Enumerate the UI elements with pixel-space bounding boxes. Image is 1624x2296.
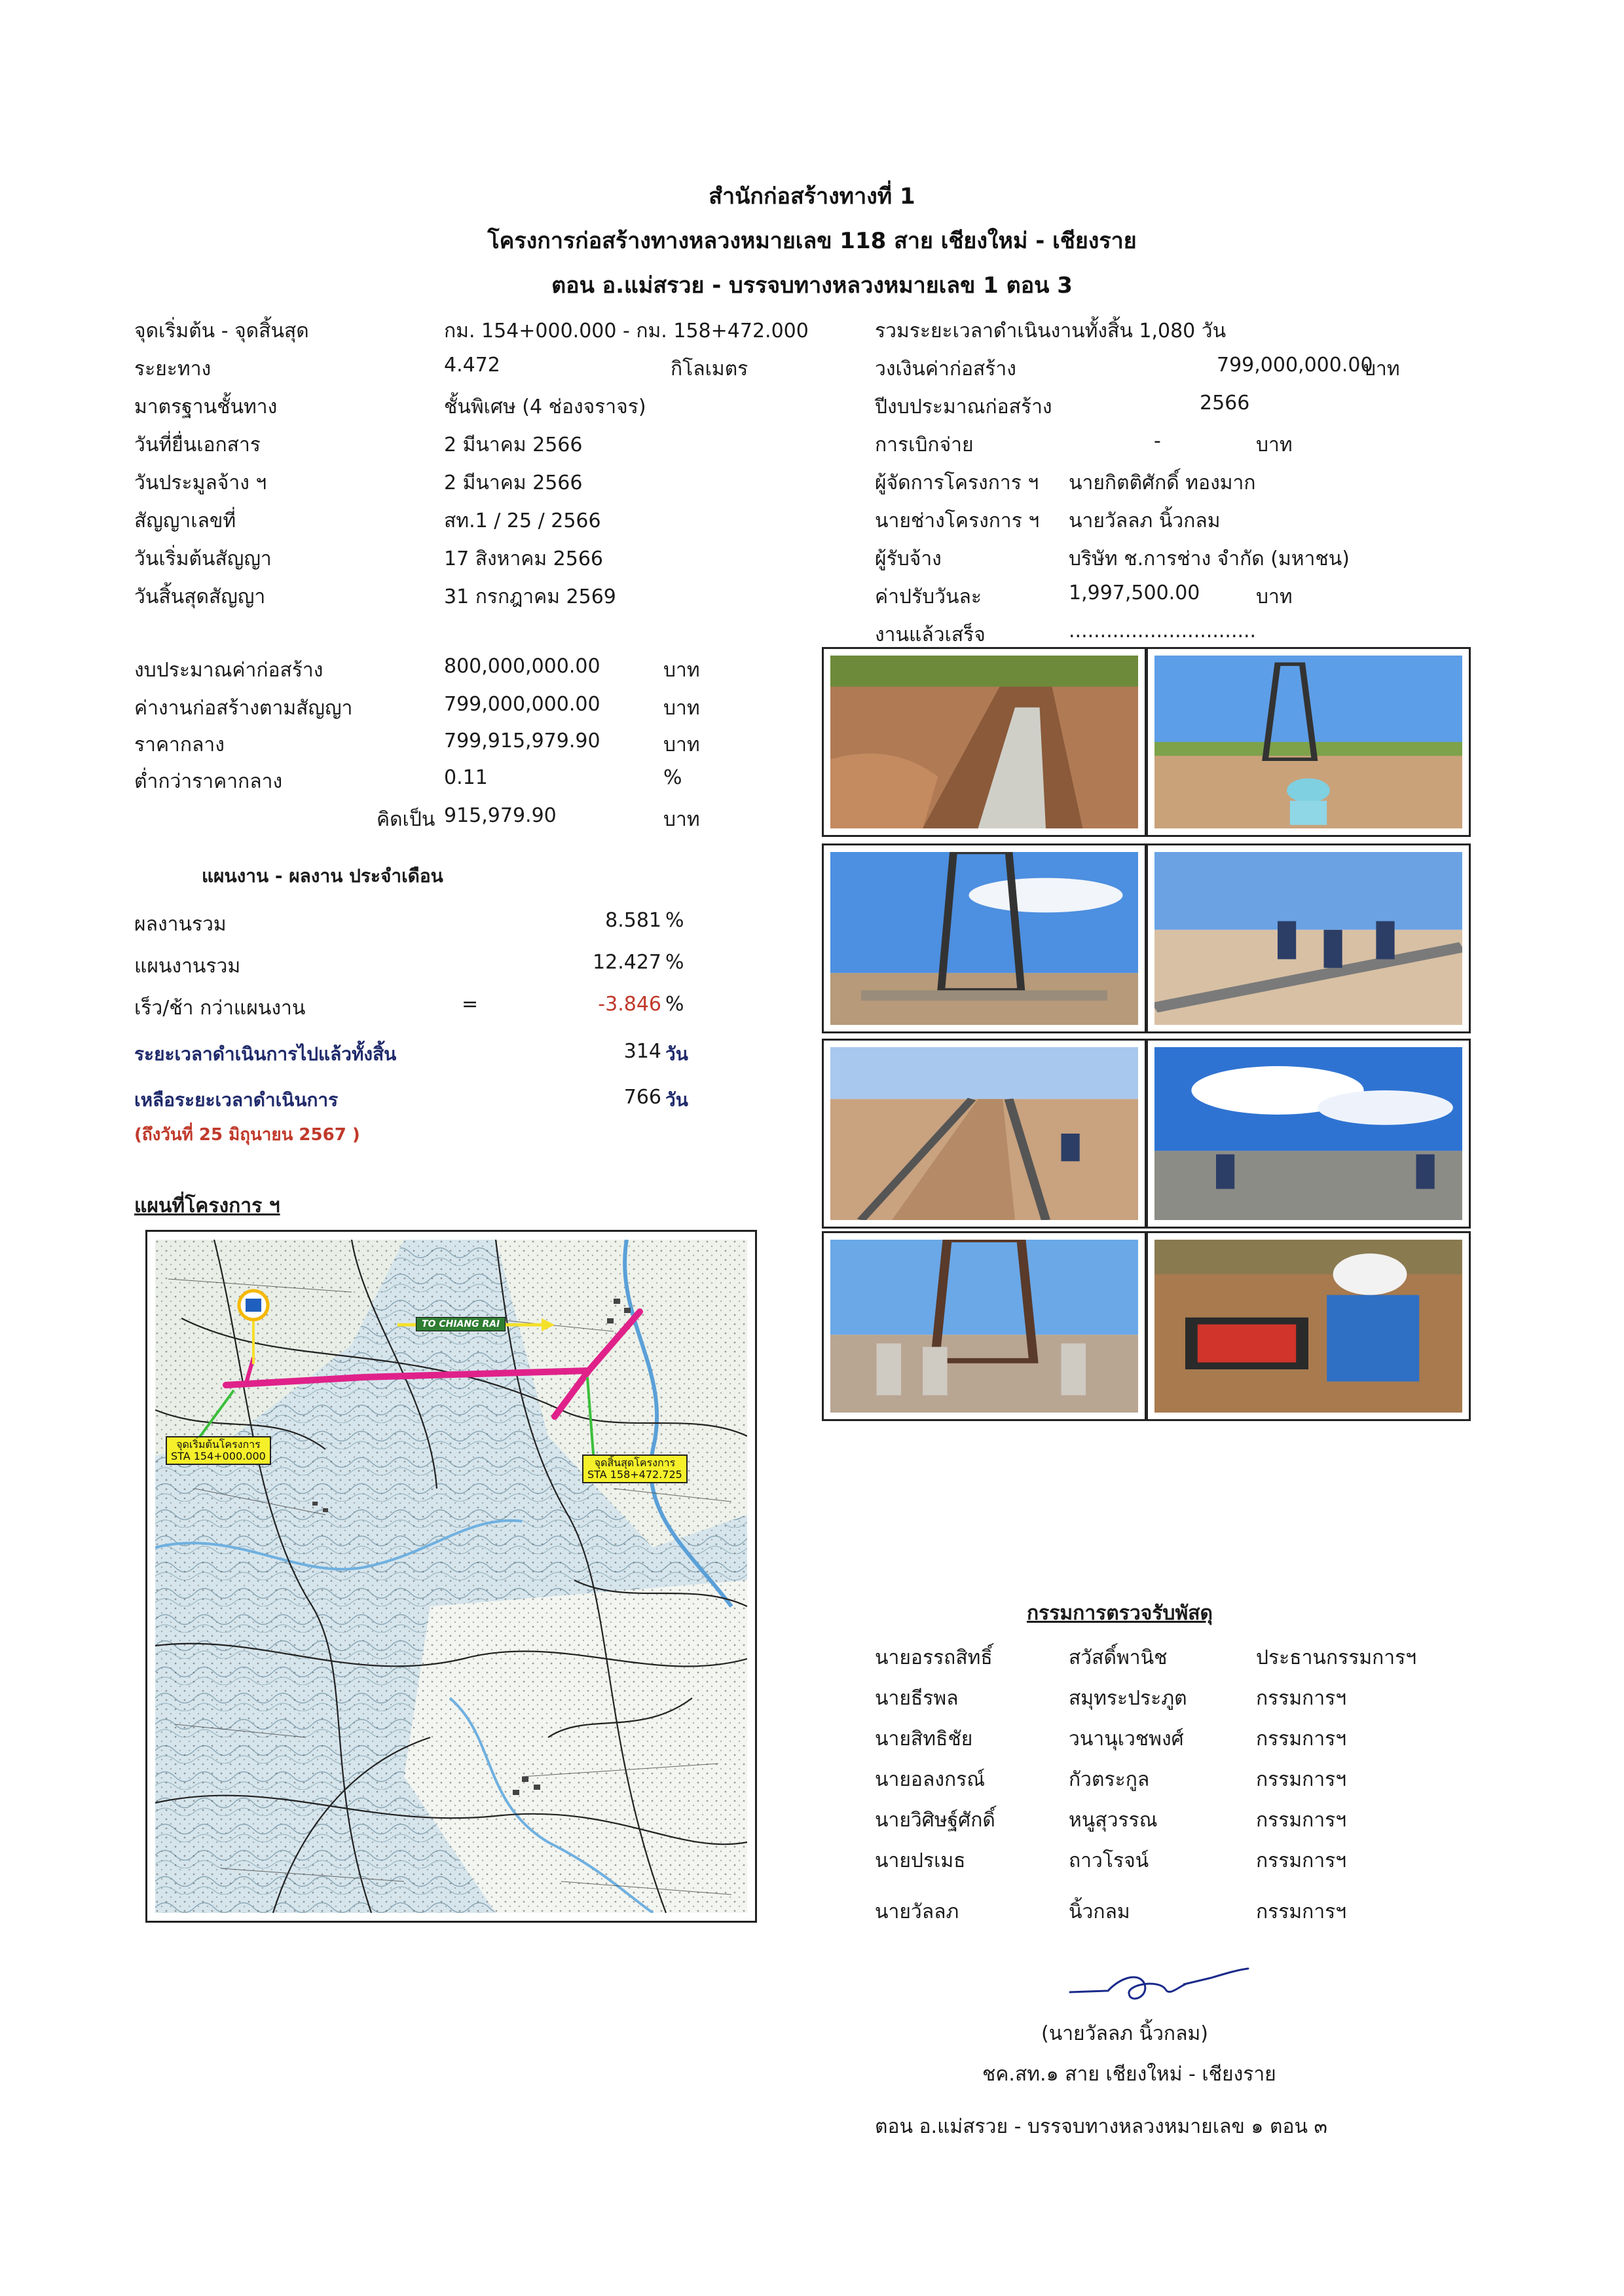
info-value: 2 มีนาคม 2566 [444, 434, 583, 456]
info-right-label: ค่าปรับวันละ [875, 585, 982, 608]
info-label: วันเริ่มต้นสัญญา [134, 547, 272, 570]
member-firstname: นายวัลลภ [875, 1900, 959, 1923]
member-lastname: หนูสุวรรณ [1069, 1809, 1158, 1832]
info-value: สท.1 / 25 / 2566 [444, 509, 601, 532]
budget-calc-value: 915,979.90 [444, 804, 557, 827]
site-photo [822, 843, 1147, 1033]
info-right-value: นายกิตติศักดิ์ ทองมาก [1069, 472, 1256, 494]
worker-instrument-photo [1154, 1240, 1462, 1413]
actual-unit: % [665, 909, 684, 932]
sky-worker-photo [1154, 1047, 1462, 1220]
info-right-value: นายวัลลภ นิ้วกลม [1069, 509, 1221, 532]
budget-label: ราคากลาง [134, 733, 225, 756]
member-role: กรรมการฯ [1256, 1768, 1347, 1791]
member-role: กรรมการฯ [1256, 1728, 1347, 1750]
site-photo [1146, 647, 1471, 837]
member-firstname: นายสิทธิชัย [875, 1728, 973, 1750]
info-value: กม. 154+000.000 - กม. 158+472.000 [444, 320, 809, 343]
budget-calc-unit: บาท [663, 808, 700, 831]
member-lastname: สวัสดิ์พานิช [1069, 1646, 1168, 1669]
budget-value: 799,915,979.90 [444, 730, 600, 752]
info-right-unit: บาท [1256, 434, 1293, 456]
end-point-label-2: STA 158+472.725 [587, 1468, 682, 1481]
info-value: 31 กรกฎาคม 2569 [444, 585, 616, 608]
info-right-label: วงเงินค่าก่อสร้าง [875, 358, 1016, 380]
site-photo [1146, 1039, 1471, 1229]
remain-unit: วัน [665, 1089, 688, 1111]
plan-value: 12.427 [593, 951, 661, 974]
remain-label: เหลือระยะเวลาดำเนินการ [134, 1089, 339, 1111]
project-title: โครงการก่อสร้างทางหลวงหมายเลข 118 สาย เชียงใหม่ - เชียงราย [487, 228, 1137, 254]
road-bed-workers-photo [830, 1047, 1138, 1220]
actual-label: ผลงานรวม [134, 913, 227, 936]
info-right-label: ผู้จัดการโครงการ ฯ [875, 472, 1039, 494]
info-label: วันสิ้นสุดสัญญา [134, 585, 266, 608]
member-role: กรรมการฯ [1256, 1687, 1347, 1710]
budget-calc-label: คิดเป็น [377, 808, 435, 831]
drill-rig-tower-photo [830, 852, 1138, 1025]
member-firstname: นายอลงกรณ์ [875, 1768, 986, 1791]
office-title: สำนักก่อสร้างทางที่ 1 [709, 183, 915, 210]
signer-name: (นายวัลลภ นิ้วกลม) [1041, 2022, 1208, 2045]
trench-pipe-photo [830, 656, 1138, 828]
info-label: ระยะทาง [134, 358, 212, 380]
member-firstname: นายปรเมธ [875, 1849, 966, 1872]
member-role: กรรมการฯ [1256, 1809, 1347, 1832]
site-photo [1146, 1231, 1471, 1421]
progress-heading: แผนงาน - ผลงาน ประจำเดือน [202, 865, 443, 887]
rig-pillars-photo [830, 1240, 1138, 1413]
signer-section: ตอน อ.แม่สรวย - บรรจบทางหลวงหมายเลข ๑ ตอน ๓ [875, 2115, 1328, 2138]
budget-unit: บาท [663, 659, 700, 682]
start-point-label-1: จุดเริ่มต้นโครงการ [176, 1438, 261, 1451]
budget-unit: % [663, 766, 682, 789]
info-unit: กิโลเมตร [671, 358, 748, 380]
end-point-label [582, 1454, 688, 1483]
start-point-label-2: STA 154+000.000 [171, 1450, 266, 1462]
member-role: กรรมการฯ [1256, 1849, 1347, 1872]
info-right-value: 2566 [1200, 392, 1250, 415]
info-right-unit: บาท [1363, 358, 1400, 380]
asof-date: (ถึงวันที่ 25 มิถุนายน 2567 ) [134, 1125, 360, 1145]
plan-label: แผนงานรวม [134, 955, 241, 978]
info-right-value: .............................. [1069, 620, 1257, 642]
site-photo [1146, 843, 1471, 1033]
diff-label: เร็ว/ช้า กว่าแผนงาน [134, 997, 306, 1020]
section-title: ตอน อ.แม่สรวย - บรรจบทางหลวงหมายเลข 1 ตอน 3 [551, 272, 1073, 299]
info-label: สัญญาเลขที่ [134, 509, 236, 532]
site-photo [822, 647, 1147, 837]
info-label: มาตรฐานชั้นทาง [134, 396, 278, 418]
elapsed-value: 314 [623, 1040, 661, 1063]
info-right-unit: บาท [1256, 585, 1293, 608]
direction-label: TO CHIANG RAI [416, 1317, 506, 1331]
info-label: วันที่ยื่นเอกสาร [134, 434, 261, 456]
site-photo [822, 1039, 1147, 1229]
actual-value: 8.581 [605, 909, 661, 932]
budget-value: 799,000,000.00 [444, 693, 600, 716]
map-graphic [155, 1240, 747, 1913]
drill-rig-worker-photo [1154, 656, 1462, 828]
committee-heading: กรรมการตรวจรับพัสดุ [1027, 1602, 1213, 1625]
budget-label: ค่างานก่อสร้างตามสัญญา [134, 697, 353, 720]
member-firstname: นายธีรพล [875, 1687, 959, 1710]
info-right-value: บริษัท ช.การช่าง จำกัด (มหาชน) [1069, 547, 1350, 570]
plan-unit: % [665, 951, 684, 974]
map-heading: แผนที่โครงการ ฯ [134, 1194, 280, 1217]
info-right-label: ปีงบประมาณก่อสร้าง [875, 396, 1052, 418]
info-value: ชั้นพิเศษ (4 ช่องจราจร) [444, 396, 646, 418]
signer-position: ชค.สท.๑ สาย เชียงใหม่ - เชียงราย [982, 2063, 1276, 2086]
member-lastname: นิ้วกลม [1069, 1900, 1130, 1923]
info-right-label: นายช่างโครงการ ฯ [875, 509, 1040, 532]
budget-value: 0.11 [444, 766, 488, 789]
project-map [145, 1230, 757, 1923]
elapsed-label: ระยะเวลาดำเนินการไปแล้วทั้งสิ้น [134, 1043, 397, 1065]
info-right-value: 1,997,500.00 [1069, 582, 1200, 604]
info-right-label: รวมระยะเวลาดำเนินงานทั้งสิ้น 1,080 วัน [875, 320, 1227, 343]
member-role: ประธานกรรมการฯ [1256, 1646, 1417, 1669]
road-workers-photo [1154, 852, 1462, 1025]
diff-value: -3.846 [598, 993, 661, 1016]
info-right-label: การเบิกจ่าย [875, 434, 974, 456]
diff-equals: = [462, 993, 479, 1016]
member-lastname: ถาวโรจน์ [1069, 1849, 1149, 1872]
budget-value: 800,000,000.00 [444, 655, 600, 678]
info-label: จุดเริ่มต้น - จุดสิ้นสุด [134, 320, 309, 343]
info-value: 17 สิงหาคม 2566 [444, 547, 604, 570]
remain-value: 766 [623, 1086, 661, 1109]
budget-unit: บาท [663, 733, 700, 756]
info-label: วันประมูลจ้าง ฯ [134, 472, 267, 494]
member-firstname: นายอรรถสิทธิ์ [875, 1646, 993, 1669]
info-right-value: - [1154, 430, 1161, 453]
member-lastname: กัวตระกูล [1069, 1768, 1150, 1791]
budget-label: งบประมาณค่าก่อสร้าง [134, 659, 323, 682]
info-right-label: งานแล้วเสร็จ [875, 623, 986, 646]
member-firstname: นายวิศิษฐ์ศักดิ์ [875, 1809, 995, 1832]
start-point-label [166, 1436, 271, 1465]
elapsed-unit: วัน [665, 1043, 688, 1065]
site-photo [822, 1231, 1147, 1421]
member-role: กรรมการฯ [1256, 1900, 1347, 1923]
info-right-label: ผู้รับจ้าง [875, 547, 942, 570]
info-right-value: 799,000,000.00 [1217, 354, 1373, 377]
budget-label: ต่ำกว่าราคากลาง [134, 770, 283, 793]
signature-mark [1067, 1958, 1251, 2010]
member-lastname: วนานุเวชพงศ์ [1069, 1728, 1184, 1750]
budget-unit: บาท [663, 697, 700, 720]
diff-unit: % [665, 993, 684, 1016]
member-lastname: สมุทระประภูต [1069, 1687, 1187, 1710]
info-value: 2 มีนาคม 2566 [444, 472, 583, 494]
end-point-label-1: จุดสิ้นสุดโครงการ [594, 1456, 676, 1469]
info-value: 4.472 [444, 354, 500, 377]
